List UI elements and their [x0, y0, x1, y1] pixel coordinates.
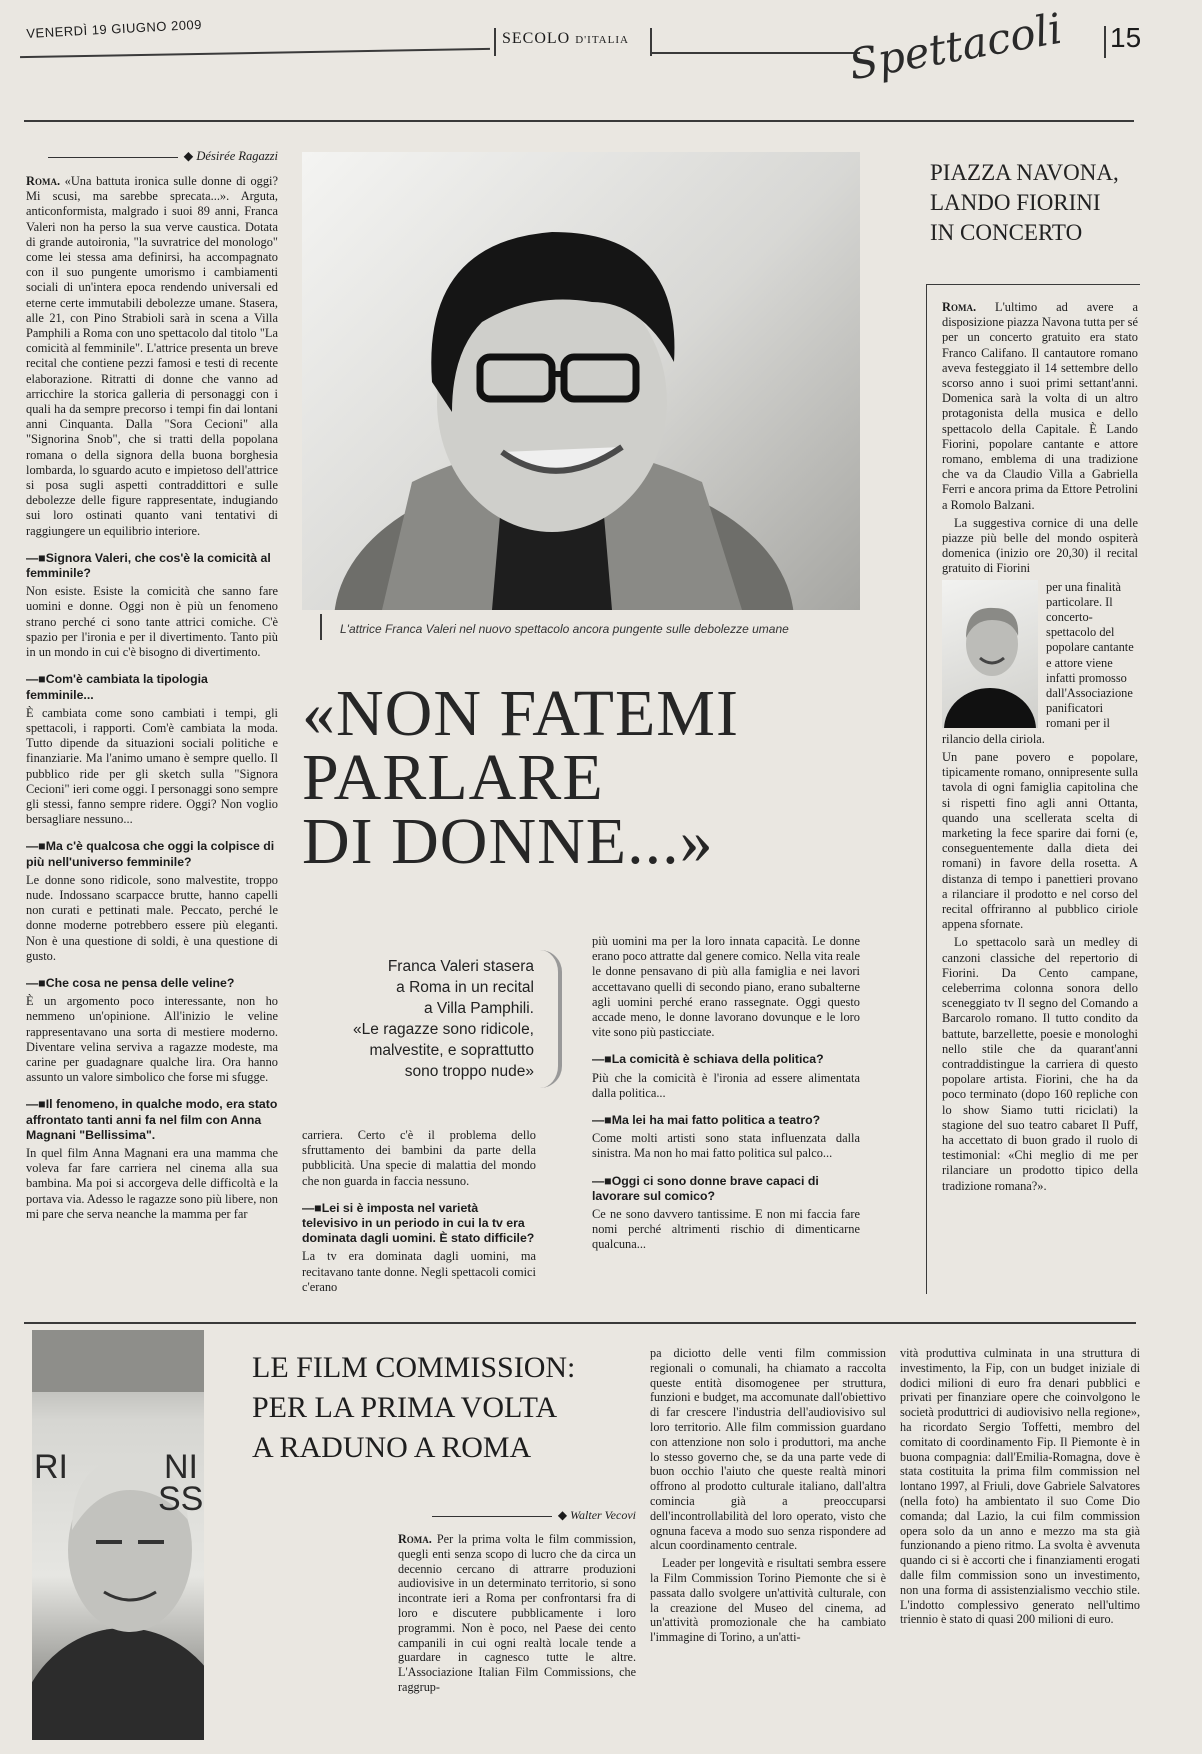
- headline-line: DI DONNE...»: [302, 805, 714, 878]
- answer: Ce ne sono davvero tantissime. E non mi faccia fare nomi perché altrimenti rischio di dimenticarne qualcuna...: [592, 1207, 860, 1252]
- paper-suffix: D'ITALIA: [575, 34, 629, 46]
- bottom-lead: [398, 1532, 636, 1695]
- side-headline-line: LANDO FIORINI: [930, 190, 1101, 215]
- franca-valeri-photo: [302, 152, 860, 610]
- side-intro-text: L'ultimo ad avere a disposizione piazza Navona tutta per sé per un concerto gratuito era stato Franco Califano. Il cantautore romano aveva festeggiato il 14 settembre dello scorso anno i suoi primi settant'anni. Domenica sarà la volta di un altro protagonista della musica e dello spettacolo della Capitale. È Lando Fiorini, popolare cantante e attore romano, emblema di una tradizione che va da Claudio Villa a Gabriella Ferri e ancora prima da Ettore Petrolini a Romolo Balzani.: [942, 300, 1138, 512]
- question: —■ Lei si è imposta nel varietà televisivo in un periodo in cui la tv era dominata dagli uomini. È stato difficile?: [302, 1201, 536, 1247]
- bottom-headline: [252, 1348, 642, 1468]
- question: —■ Che cosa ne pensa delle veline?: [26, 976, 278, 991]
- bottom-column-2: [650, 1346, 886, 1648]
- side-headline-line: IN CONCERTO: [930, 220, 1083, 245]
- bottom-headline-line: A RADUNO A ROMA: [252, 1431, 532, 1464]
- masthead-paper-name: [502, 30, 629, 48]
- headline-line: «NON FATEMI: [302, 677, 739, 750]
- side-intro: [942, 300, 1138, 513]
- side-lead-place: Roma.: [942, 300, 977, 314]
- side-headline-rule: [926, 284, 1140, 285]
- col2-text: carriera. Certo c'è il problema dello sfruttamento dei bambini da parte della pubblicità. Una specie di malattia del mondo che non guarda in faccia nessuno.: [302, 1128, 536, 1188]
- pullquote-line: malvestite, e soprattutto: [369, 1042, 534, 1059]
- bottom-lead-place: Roma.: [398, 1532, 432, 1546]
- answer: La tv era dominata dagli uomini, ma recitavano tante donne. Negli spettacoli comici c'erano: [302, 1249, 536, 1294]
- side-headline-line: PIAZZA NAVONA,: [930, 160, 1119, 185]
- fiorini-portrait: [942, 580, 1038, 728]
- bottom-headline-line: PER LA PRIMA VOLTA: [252, 1391, 558, 1424]
- masthead-rule-right: [650, 52, 860, 54]
- answer: Come molti artisti sono stata influenzata dalla sinistra. Ma non ho mai fatto politica sul palco...: [592, 1131, 860, 1161]
- answer: È un argomento poco interessante, non ho nemmeno un'opinione. All'inizio le veline rappresentavano una sorta di mestiere moderno. Diventare velina serviva a ragazze modeste, ma carine per guadagnare qualche lira. Ora hanno assunto un valore simbolico che forse mi sfugge.: [26, 994, 278, 1085]
- pullquote-line: a Roma in un recital: [396, 979, 534, 996]
- col3-text: più uomini ma per la loro innata capacità. Le donne erano poco attratte dal genere comico. Nella vita reale le donne pensavano di più alla famiglia e nei lavori accettavano quelli di secondo piano, erano subalterne agli uomini perché erano rassegnate. Oggi questo accade meno, le donne lavorano dovunque e le loro vite sono più pasticciate.: [592, 934, 860, 1040]
- question: —■ Ma lei ha mai fatto politica a teatro?: [592, 1113, 860, 1128]
- bottom-column-1: [398, 1532, 636, 1698]
- paper-name: SECOLO: [502, 30, 571, 47]
- side-wrap-block: [942, 580, 1138, 750]
- main-column-2: [302, 1128, 536, 1298]
- photo-caption: L'attrice Franca Valeri nel nuovo spettacolo ancora pungente sulle debolezze umane: [340, 622, 789, 636]
- question: —■ Com'è cambiata la tipologia femminile...: [26, 672, 278, 702]
- byline-main: ◆ Désirée Ragazzi: [26, 148, 278, 164]
- question: —■ Signora Valeri, che cos'è la comicità al femminile?: [26, 551, 278, 581]
- byline-bottom: ◆ Walter Vecovi: [392, 1508, 636, 1523]
- answer: In quel film Anna Magnani era una mamma che voleva far fare carriera nel cinema alla sua bambina. Ma poi si accorgeva delle difficoltà e la portava via. Adesso le ragazze sono più libere, non mi pare che serva neanche la mamma per far: [26, 1145, 278, 1221]
- caption-bar: [320, 614, 322, 640]
- header-underline: [24, 120, 1134, 122]
- side-p2-after: Un pane povero e popolare, tipicamente romano, onnipresente sulla tavola di ogni famiglia capitolina che si rispetti fino agli anni Ottanta, quando una scellerata scelta di marketing la fece sparire dai forni (e, conseguentemente dalla dieta dei romani) in favore della rosetta. A distanza di tempo i panettieri provano a rilanciare il prodotto e nel corso del recital offriranno al pubblico ciriole appena sfornate.: [942, 749, 1138, 932]
- masthead-rule-left: [20, 48, 490, 58]
- sign-letters: NI: [164, 1448, 198, 1486]
- pullquote-line: «Le ragazze sono ridicole,: [353, 1021, 534, 1038]
- pullquote-line: sono troppo nude»: [404, 1063, 534, 1080]
- bottom-column-3: [900, 1346, 1140, 1630]
- lead-text: «Una battuta ironica sulle donne di oggi? Mi scusi, ma sarebbe sprecata...». Arguta, anticonformista, malgrado i suoi 89 anni, Franca Valeri non ha perso la sua verve caustica. Dotata di grande autoironia, "la suvratrice del monologo" come lei stessa ama definirsi, ha accompagnato con il suo pungente umorismo i cambiamenti sociali di un'intera epoca rendendo universali ed eterne certe immutabili debolezze umane. Stasera, alle 21, con Pino Strabioli sarà in scena a Villa Pamphili a Roma con uno spettacolo dal titolo "La comicità al femminile". L'attrice presenta un breve recital che contiene pezzi famosi e testi di recente elaborazione. Ritratti di donne che vanno ad arricchire la storica galleria di personaggi con i quali ha da sempre precorso i tempi fin dai lontani anni Cinquanta. Dalla "Sora Cecioni" alla "Signorina Snob", che si tratti della popolana romana o della signora della buona borghesia lombarda, lo sguardo acuto e impietoso dell'attrice si posa sugli aspetti contraddittori e sulle debolezze delle figure rappresentate, indugiando sui loro ostinati quanto vani tentativi di raggiungere un equilibrio interiore.: [26, 174, 278, 538]
- masthead-date: VENERDÌ 19 GIUGNO 2009: [26, 16, 203, 41]
- pullquote-line: a Villa Pamphili.: [424, 1000, 534, 1017]
- bottom-headline-line: LE FILM COMMISSION:: [252, 1351, 576, 1384]
- sign-letters: SS: [158, 1480, 204, 1518]
- sign-letters: RI: [34, 1448, 68, 1486]
- lando-fiorini-photo: [942, 580, 1038, 728]
- side-p3: Lo spettacolo sarà un medley di canzoni classiche del repertorio di Fiorini. Da Cento campane, celeberrima colonna sonora dello sceneggiato tv Il segno del Comando a Barcarolo romano. Il tutto condito da battute, barzellette, poesie e monologhi nello stile che da quarant'anni contraddistingue la carriera di questo popolare artista. Fiorini, che ha da poco terminato (dopo 160 repliche con lo show Siamo tutti riciclati) la stagione del suo teatro cabaret Il Puff, ha accettato di buon grado il ruolo di testimonial: «Chi meglio di me per rilanciare un prodotto tipico della tradizione romana?».: [942, 935, 1138, 1193]
- side-column: [942, 300, 1138, 1197]
- question: —■ Oggi ci sono donne brave capaci di lavorare sul comico?: [592, 1174, 860, 1204]
- side-p2-before: La suggestiva cornice di una delle piazze più belle del mondo ospiterà domenica (inizio ore 20,30) il recital gratuito di Fiorini: [942, 515, 1138, 576]
- side-headline: [930, 158, 1142, 248]
- lead-paragraph: [26, 174, 278, 539]
- question: —■ Ma c'è qualcosa che oggi la colpisce di più nell'universo femminile?: [26, 839, 278, 869]
- answer: Non esiste. Esiste la comicità che sanno fare uomini e donne. Oggi non è più un fenomeno strano perché ci sono tante attrici comiche. C'è spazio per l'ironia e per il divertimento. Tanto più in un mondo in cui c'è bisogno di divertimento.: [26, 584, 278, 660]
- page-number-bar: [1104, 26, 1106, 58]
- answer: Più che la comicità è l'ironia ad essere alimentata dalla politica...: [592, 1070, 860, 1100]
- bottom-col3-text: vità produttiva culminata in una struttura di investimento, la Fip, con un budget iniziale di dodici milioni di euro fra denari pubblici e privati per finanziare opere che coinvolgono le società produttrici di audiovisivo nella regione», ha ricordato Sergio Toffetti, membro del comitato di coordinamento Fip. Il Piemonte è in buona compagnia: dall'Emilia-Romagna, dove è stata costituita la prima film commission nel lontano 1997, al Friuli, dove Gabriele Salvatores (nella foto) ha ambientato il suo Come Dio comanda; dal Lazio, la cui film commission opera solo da un anno e mezzo ma sta già funzionando a pieno ritmo. La svolta è avvenuta quando ci si è accorti che i finanziamenti erogati dalle film commission sono un investimento, non una forma di assistenzialismo vecchio stile. L'indotto complessivo generato nell'ultimo triennio è stato di quasi 200 milioni di euro.: [900, 1346, 1140, 1627]
- bottom-col2b-text: Leader per longevità e risultati sembra essere la Film Commission Torino Piemonte che si è passata dallo svolgere un'attività culturale, con la creazione del Museo del cinema, ad un'attività promozionale che ha cambiato l'immagine di Torino, a un'atti-: [650, 1556, 886, 1645]
- answer: Le donne sono ridicole, sono malvestite, troppo nude. Indossano scarpacce brutte, hanno capelli non curati e pettinati male. Peccato, perché le donne moderne potrebbero essere più eleganti. Non è una questione di soldi, è una questione di gusto.: [26, 872, 278, 963]
- pullquote: [312, 956, 534, 1082]
- lead-place: Roma.: [26, 174, 61, 188]
- salvatores-portrait: [32, 1330, 204, 1740]
- bottom-byline-name: Walter Vecovi: [570, 1508, 636, 1522]
- headline-line: PARLARE: [302, 741, 604, 814]
- bottom-section-rule: [24, 1322, 1136, 1324]
- page-number: 15: [1110, 22, 1142, 53]
- gabriele-salvatores-photo: [32, 1330, 204, 1740]
- section-title: Spettacoli: [845, 3, 1066, 90]
- byline-name: Désirée Ragazzi: [196, 149, 278, 163]
- answer: È cambiata come sono cambiati i tempi, gli spettacoli, i rapporti. Com'è cambiata la moda. Tutto dipende da situazioni sociali politiche e finanziarie. Ma l'animo umano è sempre quello. Il pubblico ride per gli sketch sulla "Signora Cecioni" ieri come oggi. I personaggi sono sempre gli stessi, fanno sempre ridere. Oggi? Non voglio bersagliare nessuno...: [26, 705, 278, 827]
- main-headline: [302, 677, 739, 878]
- question: —■ La comicità è schiava della politica?: [592, 1052, 860, 1067]
- portrait-illustration: [302, 152, 860, 610]
- pullquote-bracket: [540, 950, 562, 1088]
- question: —■ Il fenomeno, in qualche modo, era stato affrontato tanti anni fa nel film con Anna Magnani "Bellissima".: [26, 1097, 278, 1143]
- pullquote-line: Franca Valeri stasera: [387, 958, 534, 975]
- masthead-divider: [494, 28, 496, 56]
- main-column-1: [26, 174, 278, 1225]
- side-p2-wrap: per una finalità particolare. Il concerto-spettacolo del popolare cantante e attore viene infatti promosso dall'Associazione panificatori romani per il rilancio della ciriola.: [942, 579, 1134, 746]
- bottom-col2-text: pa diciotto delle venti film commission regionali o comunali, ha chiamato a raccolta queste entità disomogenee per struttura, funzioni e budget, ma accomunate dall'obiettivo di far crescere l'industria dell'audiovisivo sul loro territorio. Alle film commission guardano con attenzione non solo i produttori, ma anche lo stesso governo che, se da una parte vede di buon occhio l'aiuto che queste realtà minori offrono al prodotto culturale italiano, dall'altra comincia già a preoccuparsi dell'incontrollabilità del loro operato, visto che ognuna faceva a modo suo senza rispondere ad alcun coordinamento centrale.: [650, 1346, 886, 1553]
- main-column-3: [592, 934, 860, 1256]
- bottom-col1-text: Per la prima volta le film commission, quegli enti senza scopo di lucro che da circa un decennio cercano di attrarre produzioni audiovisive in un determinato territorio, si sono incontrate ieri a Roma per confrontarsi fra di loro e discutere pubblicamente i loro programmi. Non è poco, nel Paese dei cento campanili in cui ogni realtà locale tende a guardare in cagnesco tutte le altre. L'Associazione Italian Film Commissions, che raggrup-: [398, 1532, 637, 1694]
- side-column-rule: [926, 284, 927, 1294]
